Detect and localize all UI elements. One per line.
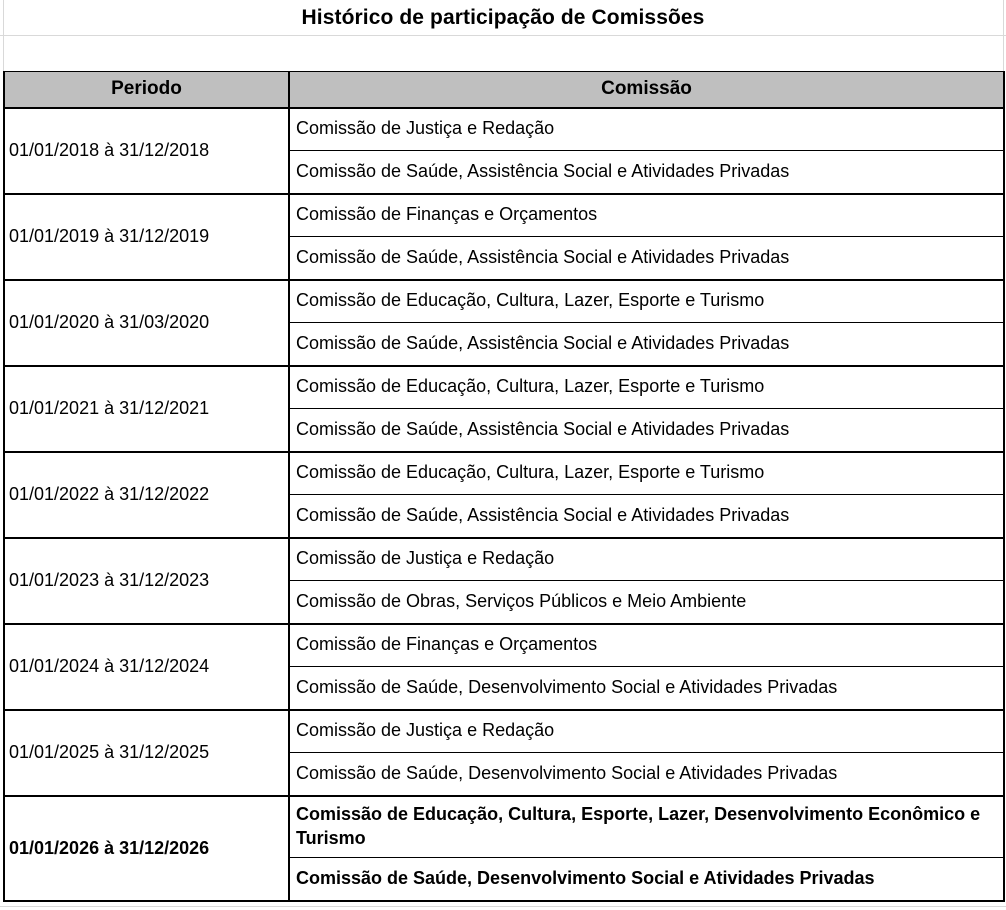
comissao-cell: Comissão de Justiça e Redação [289, 538, 1004, 581]
table-row [4, 710, 1004, 753]
period-cell: 01/01/2024 à 31/12/2024 [4, 624, 289, 710]
period-cell: 01/01/2026 à 31/12/2026 [4, 796, 289, 901]
table-row [4, 108, 1004, 151]
comissao-cell: Comissão de Saúde, Assistência Social e Atividades Privadas [289, 151, 1004, 194]
table-row [4, 366, 1004, 409]
period-cell: 01/01/2018 à 31/12/2018 [4, 108, 289, 194]
comissao-cell: Comissão de Educação, Cultura, Lazer, Esporte e Turismo [289, 280, 1004, 323]
gridline-v [1003, 0, 1004, 71]
comissao-cell: Comissão de Educação, Cultura, Lazer, Esporte e Turismo [289, 452, 1004, 495]
table-header-row [4, 72, 1004, 108]
column-header-periodo: Periodo [4, 72, 289, 108]
period-cell: 01/01/2022 à 31/12/2022 [4, 452, 289, 538]
comissao-cell: Comissão de Saúde, Assistência Social e Atividades Privadas [289, 237, 1004, 280]
table-header [4, 72, 1004, 108]
historico-comissoes-table [3, 71, 1005, 902]
period-cell: 01/01/2021 à 31/12/2021 [4, 366, 289, 452]
table-row [4, 280, 1004, 323]
period-cell: 01/01/2025 à 31/12/2025 [4, 710, 289, 796]
comissao-cell: Comissão de Saúde, Assistência Social e Atividades Privadas [289, 323, 1004, 366]
comissao-cell: Comissão de Obras, Serviços Públicos e Meio Ambiente [289, 581, 1004, 624]
comissao-cell: Comissão de Saúde, Desenvolvimento Social e Atividades Privadas [289, 753, 1004, 796]
comissao-cell: Comissão de Educação, Cultura, Lazer, Esporte e Turismo [289, 366, 1004, 409]
comissao-cell: Comissão de Finanças e Orçamentos [289, 624, 1004, 667]
comissao-cell: Comissão de Saúde, Assistência Social e Atividades Privadas [289, 495, 1004, 538]
comissao-cell: Comissão de Finanças e Orçamentos [289, 194, 1004, 237]
gridline-h [0, 906, 1006, 907]
page-title-text: Histórico de participação de Comissões [301, 5, 705, 29]
comissao-cell: Comissão de Saúde, Assistência Social e Atividades Privadas [289, 409, 1004, 452]
comissao-cell: Comissão de Saúde, Desenvolvimento Social e Atividades Privadas [289, 858, 1004, 901]
table-row [4, 624, 1004, 667]
column-header-comissao: Comissão [289, 72, 1004, 108]
gridline-h [0, 35, 1006, 36]
table-body [4, 108, 1004, 901]
period-cell: 01/01/2023 à 31/12/2023 [4, 538, 289, 624]
table-row [4, 538, 1004, 581]
table-row [4, 194, 1004, 237]
period-cell: 01/01/2020 à 31/03/2020 [4, 280, 289, 366]
comissao-cell: Comissão de Saúde, Desenvolvimento Social e Atividades Privadas [289, 667, 1004, 710]
page-title [3, 0, 1003, 35]
period-cell: 01/01/2019 à 31/12/2019 [4, 194, 289, 280]
table-row [4, 452, 1004, 495]
comissao-cell: Comissão de Justiça e Redação [289, 108, 1004, 151]
comissao-cell: Comissão de Justiça e Redação [289, 710, 1004, 753]
table-row [4, 796, 1004, 858]
comissao-cell: Comissão de Educação, Cultura, Esporte, Lazer, Desenvolvimento Econômico e Turismo [289, 796, 1004, 858]
